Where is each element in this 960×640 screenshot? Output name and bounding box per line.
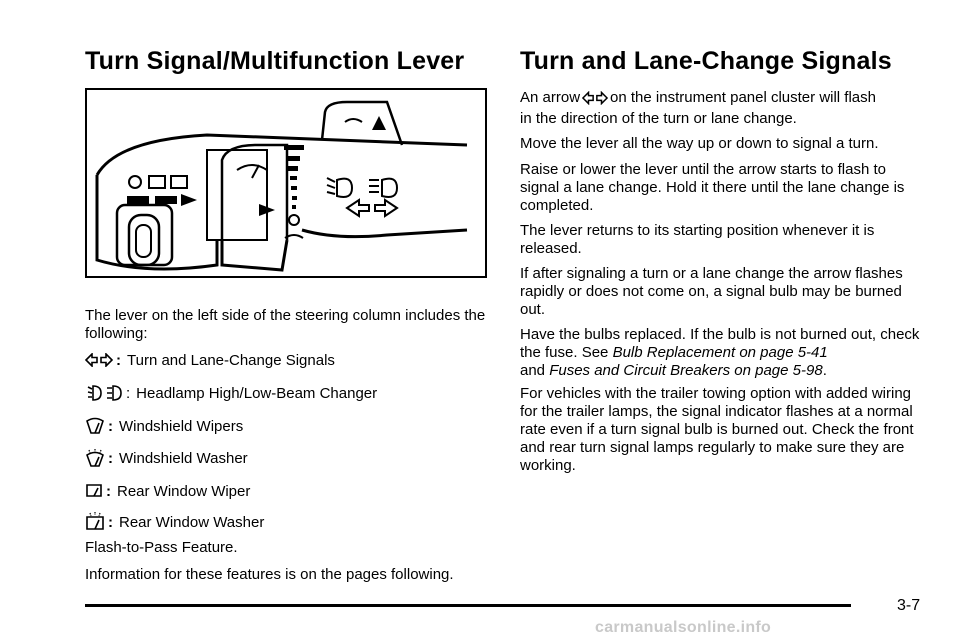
symbol-colon: : <box>108 513 113 531</box>
site-watermark: carmanualsonline.info <box>595 619 772 636</box>
symbol-row-rear-washer <box>85 511 264 533</box>
symbol-row-rear-wiper <box>85 480 250 502</box>
symbol-colon: : <box>126 384 131 402</box>
symbol-row-turn-signal <box>85 349 335 371</box>
symbol-label: Rear Window Wiper <box>117 482 251 500</box>
trailer-paragraph: For vehicles with the trailer towing option with added wiring for the trailer lamps, the signal indicator flashes at a normal rate even if a turn signal bulb is burned out. Check the front and rear turn signal lamps regularly to make sure they are working. <box>520 385 914 474</box>
windshield-wiper-icon <box>85 417 105 435</box>
flash-to-pass-paragraph: Flash-to-Pass Feature. <box>85 539 238 556</box>
rear-window-wiper-icon <box>85 482 103 500</box>
page-number: 3-7 <box>897 597 921 614</box>
burned-out-paragraph: If after signaling a turn or a lane change the arrow flashes rapidly or does not come on, a signal bulb may be burned out. <box>520 265 903 318</box>
fuses-circuit-breakers-link[interactable]: Fuses and Circuit Breakers on page 5-98 <box>549 362 823 379</box>
arrow-text-post: on the instrument panel cluster will flash <box>610 89 876 106</box>
symbol-label: Windshield Wipers <box>119 417 244 435</box>
symbol-colon: : <box>106 482 111 500</box>
bulb-text-b: and <box>520 362 546 379</box>
symbol-row-washer <box>85 447 248 469</box>
rear-window-washer-icon <box>85 512 105 532</box>
symbol-colon: : <box>108 417 113 435</box>
symbol-label: Windshield Washer <box>119 449 248 467</box>
multifunction-lever-illustration <box>85 88 487 278</box>
symbol-label: Rear Window Washer <box>119 513 265 531</box>
arrow-text-pre: An arrow <box>520 89 581 106</box>
turn-signal-arrows-icon <box>582 91 608 105</box>
bulb-replacement-link[interactable]: Bulb Replacement on page 5-41 <box>612 344 828 361</box>
turn-signal-arrows-icon <box>85 353 113 367</box>
info-paragraph: Information for these features is on the pages following. <box>85 566 454 583</box>
symbol-row-headlamp <box>85 382 377 404</box>
bulb-replacement-paragraph <box>520 326 920 380</box>
intro-paragraph: The lever on the left side of the steering column includes the following: <box>85 307 486 342</box>
lever-return-paragraph: The lever returns to its starting position whenever it is released. <box>520 222 875 257</box>
arrow-text-line2: in the direction of the turn or lane change. <box>520 110 797 127</box>
symbol-label: Turn and Lane-Change Signals <box>127 351 335 369</box>
symbol-colon: : <box>108 449 113 467</box>
windshield-washer-icon <box>85 448 105 468</box>
turn-paragraph: Move the lever all the way up or down to signal a turn. <box>520 135 879 152</box>
symbol-label: Headlamp High/Low-Beam Changer <box>136 384 378 402</box>
arrow-paragraph <box>520 89 930 131</box>
lane-change-paragraph: Raise or lower the lever until the arrow starts to flash to signal a lane change. Hold it there until the lane change is completed. <box>520 161 905 214</box>
section-heading-multifunction-lever: Turn Signal/Multifunction Lever <box>85 47 465 75</box>
headlamp-beam-icon <box>85 384 123 402</box>
footer-rule <box>85 604 851 607</box>
symbol-row-wipers <box>85 415 243 437</box>
symbol-colon: : <box>116 351 121 369</box>
bulb-text-a: Have the bulbs replaced. If the bulb is not burned out, check the fuse. See <box>520 326 920 361</box>
bulb-text-c: . <box>822 362 827 379</box>
lever-diagram-icon <box>87 90 487 278</box>
section-heading-turn-signals: Turn and Lane-Change Signals <box>520 47 892 75</box>
